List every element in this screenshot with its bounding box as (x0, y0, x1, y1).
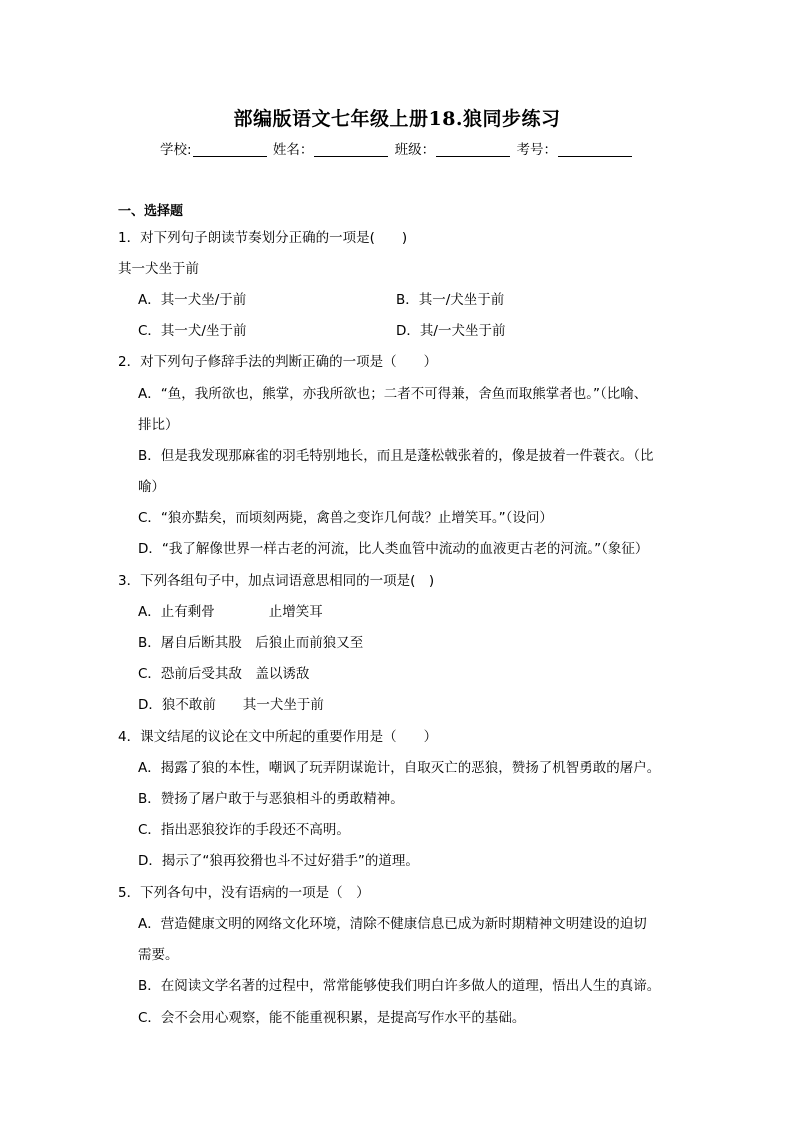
question-4-option-d: D．揭示了“狼再狡猾也斗不过好猎手”的道理。 (138, 853, 419, 869)
question-2-option-b-cont: 喻） (138, 479, 165, 495)
question-3-option-a: A．止有剩骨 止增笑耳 (138, 604, 323, 620)
question-5-option-a-cont: 需要。 (138, 947, 179, 963)
page-title: 部编版语文七年级上册18.狼同步练习 (233, 108, 561, 130)
question-3-option-c: C．恐前后受其敌 盖以诱敌 (138, 666, 310, 682)
question-4-stem: 4．课文结尾的议论在文中所起的重要作用是（ ） (118, 729, 438, 745)
question-5-option-a: A．营造健康文明的网络文化环境，清除不健康信息已成为新时期精神文明建设的迫切 (138, 916, 647, 932)
class-label: 班级： (394, 142, 436, 158)
question-1-sentence: 其一犬坐于前 (118, 261, 199, 277)
question-1-option-a: A．其一犬坐/于前 (138, 292, 247, 308)
question-4-option-a: A．揭露了狼的本性，嘲讽了玩弄阴谋诡计，自取灭亡的恶狼，赞扬了机智勇敢的屠户。 (138, 760, 661, 776)
question-3-option-d: D．狼不敢前 其一犬坐于前 (138, 697, 324, 713)
question-1-option-c: C．其一犬/坐于前 (138, 323, 247, 339)
question-5-option-c: C．会不会用心观察，能不能重视积累，是提高写作水平的基础。 (138, 1010, 526, 1026)
question-2-option-c: C．“狼亦黠矣，而顷刻两毙，禽兽之变诈几何哉？止增笑耳。”（设问） (138, 510, 553, 526)
number-label: 考号： (516, 142, 557, 158)
question-3-option-b: B．屠自后断其股 后狼止而前狼又至 (138, 635, 364, 651)
question-5-option-b: B．在阅读文学名著的过程中，常常能够使我们明白许多做人的道理，悟出人生的真谛。 (138, 978, 661, 994)
school-label: 学校: (160, 142, 192, 158)
question-4-option-c: C．指出恶狼狡诈的手段还不高明。 (138, 822, 350, 838)
question-2-option-a: A．“鱼，我所欲也，熊掌，亦我所欲也；二者不可得兼，舍鱼而取熊掌者也。”（比喻、 (138, 386, 648, 402)
name-label: 姓名： (272, 142, 314, 158)
question-2-option-b: B．但是我发现那麻雀的羽毛特别地长，而且是蓬松戟张着的，像是披着一件蓑衣。（比 (138, 448, 654, 464)
class-blank[interactable] (436, 142, 510, 157)
student-info-row (0, 138, 794, 158)
question-1-stem: 1．对下列句子朗读节奏划分正确的一项是( ) (118, 230, 408, 246)
question-2-option-a-cont: 排比） (138, 417, 179, 433)
question-4-option-b: B．赞扬了屠户敢于与恶狼相斗的勇敢精神。 (138, 791, 404, 807)
question-2-stem: 2．对下列句子修辞手法的判断正确的一项是（ ） (118, 354, 438, 370)
number-blank[interactable] (558, 142, 632, 157)
question-3-stem: 3．下列各组句子中，加点词语意思相同的一项是( ) (118, 573, 435, 589)
school-blank[interactable] (193, 142, 267, 157)
question-1-option-b: B．其一/犬坐于前 (396, 292, 505, 308)
question-2-option-d: D．“我了解像世界一样古老的河流，比人类血管中流动的血液更古老的河流。”（象征） (138, 541, 649, 557)
name-blank[interactable] (314, 142, 388, 157)
section-heading: 一、选择题 (118, 204, 184, 219)
question-1-option-d: D．其/一犬坐于前 (396, 323, 506, 339)
question-5-stem: 5．下列各句中，没有语病的一项是（ ） (118, 885, 370, 901)
